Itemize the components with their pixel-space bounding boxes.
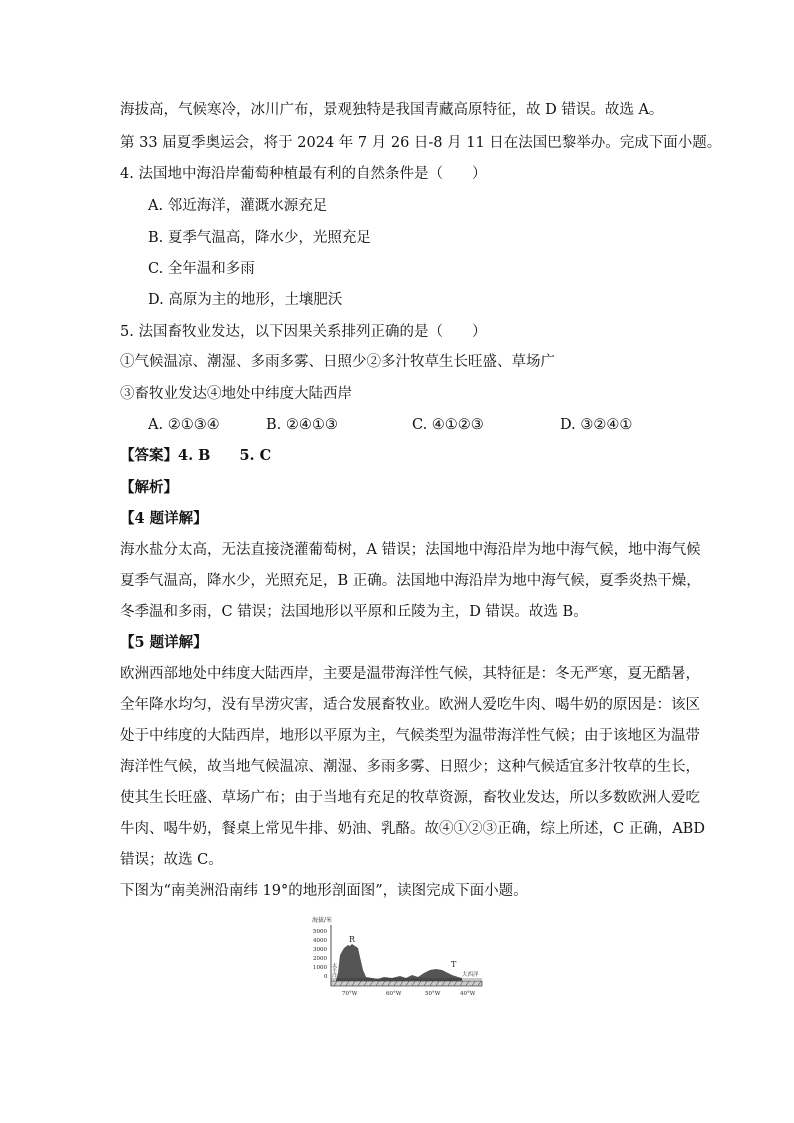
answer: 【答案】4. B 5. C: [120, 447, 272, 464]
terrain-silhouette: [336, 944, 462, 981]
q5-detail-line: 错误；故选 C。: [120, 852, 223, 868]
q4-detail-line: 夏季气温高，降水少，光照充足，B 正确。法国地中海沿岸为地中海气候，夏季炎热干燥，: [120, 573, 701, 589]
line-1: 海拔高，气候寒冷，冰川广布，景观独特是我国青藏高原特征，故 D 错误。故选 A。: [120, 102, 664, 118]
q5-statement-2: ③畜牧业发达④地处中纬度大陆西岸: [120, 386, 352, 402]
q4-option-c: C. 全年温和多雨: [148, 261, 255, 277]
pacific-label: 洋: [332, 973, 338, 979]
label-t: T: [451, 960, 457, 969]
pacific-label: 平: [332, 968, 338, 974]
q5-detail-line: 欧洲西部地处中纬度大陆西岸，主要是温带海洋性气候，其特征是：冬无严寒，夏无酷暑，: [120, 666, 700, 682]
q5-option-a: A. ②①③④: [148, 417, 220, 433]
x-tick: 50°W: [425, 991, 441, 997]
y-tick: 2000: [313, 956, 327, 962]
line-2: 第 33 届夏季奥运会，将于 2024 年 7 月 26 日-8 月 11 日在法国巴黎举办。完成下面小题。: [120, 135, 722, 151]
y-tick: 5000: [313, 929, 327, 935]
q4-detail-title: 【4 题详解】: [120, 510, 208, 527]
y-tick: 3000: [313, 947, 327, 953]
q5-option-b: B. ②④①③: [266, 417, 338, 433]
q4-detail-line: 冬季温和多雨，C 错误；法国地形以平原和丘陵为主，D 错误。故选 B。: [120, 604, 588, 620]
q5-detail-line: 全年降水均匀，没有旱涝灾害，适合发展畜牧业。欧洲人爱吃牛肉、喝牛奶的原因是：该区: [120, 697, 700, 713]
x-tick: 60°W: [386, 991, 402, 997]
question-4: 4. 法国地中海沿岸葡萄种植最有利的自然条件是（ ）: [120, 166, 487, 182]
pacific-label: 太: [332, 963, 338, 969]
q5-detail-line: 处于中纬度的大陆西岸，地形以平原为主，气候类型为温带海洋性气候；由于该地区为温带: [120, 728, 700, 744]
q4-option-d: D. 高原为主的地形，土壤肥沃: [148, 292, 343, 308]
y-tick: 4000: [313, 938, 327, 944]
analysis-title: 【解析】: [120, 479, 178, 496]
figure-ylabel: 海拔/米: [312, 917, 333, 924]
y-tick: 1000: [313, 965, 327, 971]
x-tick: 70°W: [342, 991, 358, 997]
q5-detail-line: 牛肉、喝牛奶，餐桌上常见牛排、奶油、乳酪。故④①②③正确，综上所述，C 正确，ABD: [120, 821, 705, 837]
label-r: R: [349, 935, 356, 944]
q4-option-b: B. 夏季气温高，降水少，光照充足: [148, 230, 371, 246]
y-axis-ticks: [313, 929, 328, 980]
atlantic-label: 大西洋: [462, 972, 479, 978]
x-tick: 40°W: [460, 991, 476, 997]
q4-option-a: A. 邻近海洋，灌溉水源充足: [148, 198, 328, 214]
q5-detail-line: 使其生长旺盛、草场广布；由于当地有充足的牧草资源，畜牧业发达，所以多数欧洲人爱吃: [120, 790, 700, 806]
x-axis-ticks: [342, 991, 476, 997]
y-tick: 0: [324, 974, 328, 980]
question-5: 5. 法国畜牧业发达，以下因果关系排列正确的是（ ）: [120, 324, 487, 340]
q5-option-c: C. ④①②③: [412, 417, 484, 433]
figure-intro: 下图为“南美洲沿南纬 19°的地形剖面图”，读图完成下面小题。: [120, 883, 528, 899]
q5-option-d: D. ③②④①: [560, 417, 633, 433]
terrain-profile-figure: [312, 915, 492, 999]
q5-statement-1: ①气候温凉、潮湿、多雨多雾、日照少②多汁牧草生长旺盛、草场广: [120, 354, 555, 370]
q5-detail-title: 【5 题详解】: [120, 634, 208, 651]
q5-detail-line: 海洋性气候，故当地气候温凉、潮湿、多雨多雾、日照少；这种气候适宜多汁牧草的生长，: [120, 759, 700, 775]
q4-detail-line: 海水盐分太高，无法直接浇灌葡萄树，A 错误；法国地中海沿岸为地中海气候，地中海气候: [120, 542, 701, 558]
